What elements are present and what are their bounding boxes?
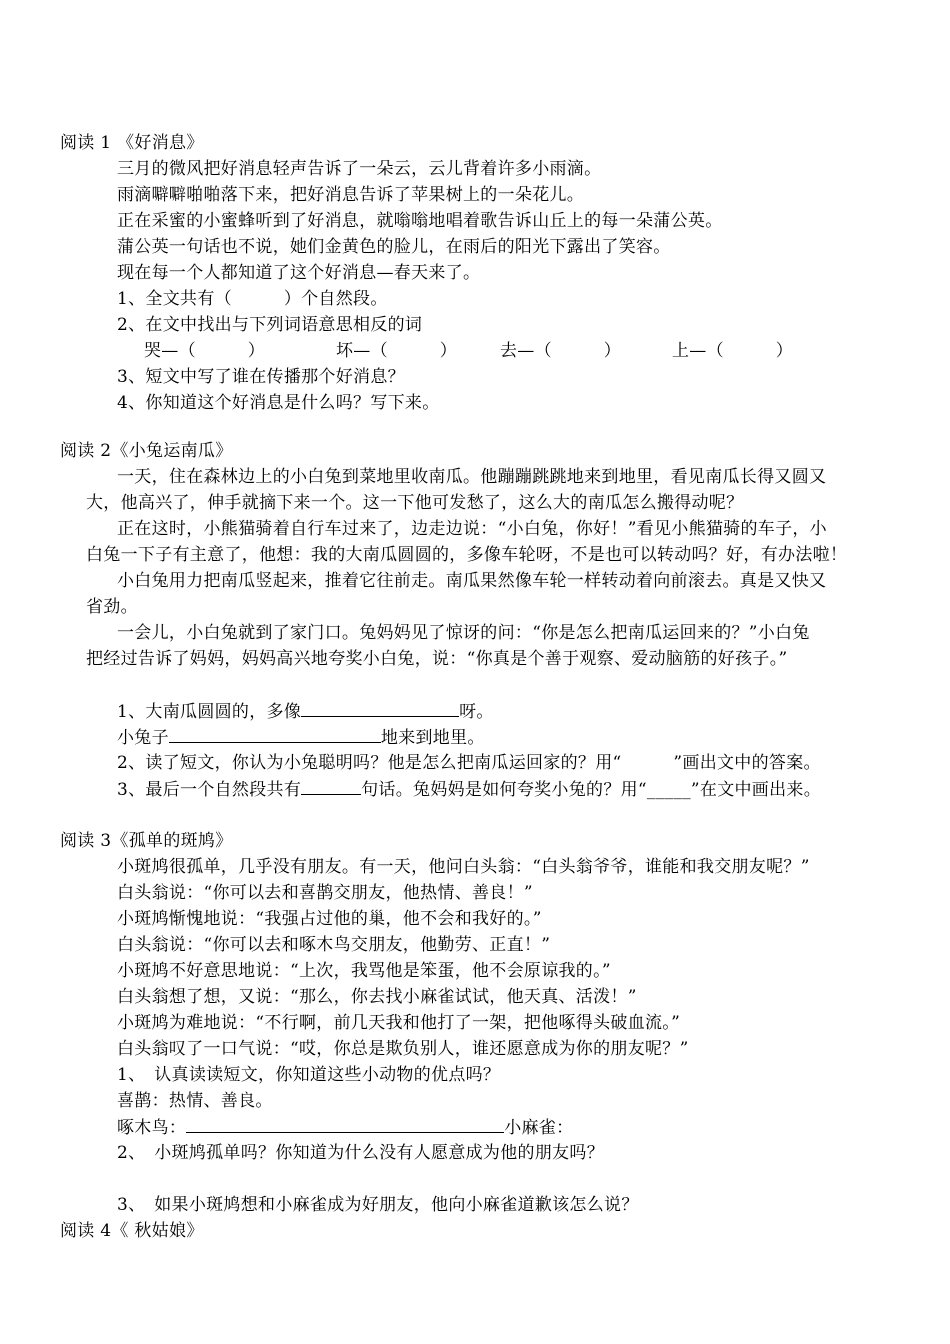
reading-1-paragraph: 蒲公英一句话也不说，她们金黄色的脸儿，在雨后的阳光下露出了笑容。 [117,237,671,257]
reading-1-question-3: 3、短文中写了谁在传播那个好消息？ [117,367,405,387]
reading-2-paragraph: 把经过告诉了妈妈，妈妈高兴地夸奖小白兔，说：“你真是个善于观察、爱动脑筋的好孩子。” [86,649,788,669]
reading-3-question-3: 3、 如果小斑鸠想和小麻雀成为好朋友，他向小麻雀道歉该怎么说？ [117,1195,639,1215]
question-text: 1、大南瓜圆圆的，多像 [117,702,302,722]
reading-3-line: 白头翁叹了一口气说：“哎，你总是欺负别人，谁还愿意成为你的朋友呢？” [117,1039,689,1059]
reading-3-line: 白头翁说：“你可以去和喜鹊交朋友，他热情、善良！” [117,883,533,903]
reading-1-question-1: 1、全文共有（ ）个自然段。 [117,289,388,309]
reading-1-paragraph: 现在每一个人都知道了这个好消息—春天来了。 [117,263,481,283]
reading-2-paragraph: 正在这时，小熊猫骑着自行车过来了，边走边说：“小白兔，你好！”看见小熊猫骑的车子，小 [117,519,827,539]
reading-3-line: 小斑鸠很孤单，几乎没有朋友。有一天，他问白头翁：“白头翁爷爷，谁能和我交朋友呢？” [117,857,810,877]
reading-2-title: 阅读 2《小兔运南瓜》 [60,441,233,461]
reading-2-paragraph: 一天，住在森林边上的小白兔到菜地里收南瓜。他蹦蹦跳跳地来到地里，看见南瓜长得又圆又 [117,467,827,487]
antonym-item: 坏—（ ） [336,341,458,361]
reading-4-title: 阅读 4《 秋姑娘》 [60,1221,204,1241]
reading-3-answer-2 [117,1116,573,1139]
answer-blank[interactable] [301,778,361,795]
reading-2-paragraph: 小白兔用力把南瓜竖起来，推着它往前走。南瓜果然像车轮一样转动着向前滚去。真是又快又 [117,571,827,591]
reading-2-question-3 [117,778,821,801]
reading-3-question-2: 2、 小斑鸠孤单吗？你知道为什么没有人愿意成为他的朋友吗？ [117,1143,605,1163]
reading-1-question-4: 4、你知道这个好消息是什么吗？写下来。 [117,393,440,413]
reading-1-title: 阅读 1 《好消息》 [60,133,204,153]
reading-3-line: 小斑鸠惭愧地说：“我强占过他的巢，他不会和我好的。” [117,909,542,929]
antonym-item: 上—（ ） [672,341,794,361]
reading-3-answer-1: 喜鹊：热情、善良。 [117,1091,273,1111]
reading-2-paragraph: 省劲。 [86,597,138,617]
question-text: 小兔子 [117,728,169,748]
reading-2-question-2: 2、读了短文，你认为小兔聪明吗？他是怎么把南瓜运回家的？用“ ”画出文中的答案。 [117,753,821,773]
reading-3-title: 阅读 3《孤单的斑鸠》 [60,831,233,851]
antonym-item: 哭—（ ） [144,341,266,361]
question-text: 啄木鸟： [117,1118,187,1138]
answer-blank[interactable] [301,700,459,717]
reading-3-line: 白头翁说：“你可以去和啄木鸟交朋友，他勤劳、正直！” [117,935,551,955]
reading-3-line: 小斑鸠不好意思地说：“上次，我骂他是笨蛋，他不会原谅我的。” [117,961,611,981]
reading-1-paragraph: 正在采蜜的小蜜蜂听到了好消息，就嗡嗡地唱着歌告诉山丘上的每一朵蒲公英。 [117,211,723,231]
reading-2-paragraph: 一会儿，小白兔就到了家门口。兔妈妈见了惊讶的问：“你是怎么把南瓜运回来的？”小白兔 [117,623,810,643]
reading-2-paragraph: 大，他高兴了，伸手就摘下来一个。这一下他可发愁了，这么大的南瓜怎么搬得动呢？ [86,493,744,513]
reading-2-question-1a [117,700,494,723]
reading-3-line: 白头翁想了想，又说：“那么，你去找小麻雀试试，他天真、活泼！” [117,987,637,1007]
question-text: 3、最后一个自然段共有 [117,780,302,800]
question-text: 地来到地里。 [380,728,485,748]
answer-blank[interactable] [186,1116,504,1133]
question-text: 呀。 [459,702,494,722]
antonym-item: 去—（ ） [500,341,622,361]
answer-blank[interactable] [169,726,381,743]
reading-3-question-1: 1、 认真读读短文，你知道这些小动物的优点吗？ [117,1065,501,1085]
question-text: 小麻雀： [504,1118,574,1138]
reading-3-line: 小斑鸠为难地说：“不行啊，前几天我和他打了一架，把他啄得头破血流。” [117,1013,681,1033]
reading-2-paragraph: 白兔一下子有主意了，他想：我的大南瓜圆圆的，多像车轮呀，不是也可以转动吗？好，有办法啦！ [86,545,848,565]
reading-1-paragraph: 三月的微风把好消息轻声告诉了一朵云，云儿背着许多小雨滴。 [117,159,602,179]
reading-1-question-2: 2、在文中找出与下列词语意思相反的词 [117,315,423,335]
question-text: 句话。兔妈妈是如何夸奖小兔的？用“_____”在文中画出来。 [361,780,822,800]
reading-1-paragraph: 雨滴噼噼啪啪落下来，把好消息告诉了苹果树上的一朵花儿。 [117,185,585,205]
reading-2-question-1b [117,726,485,749]
